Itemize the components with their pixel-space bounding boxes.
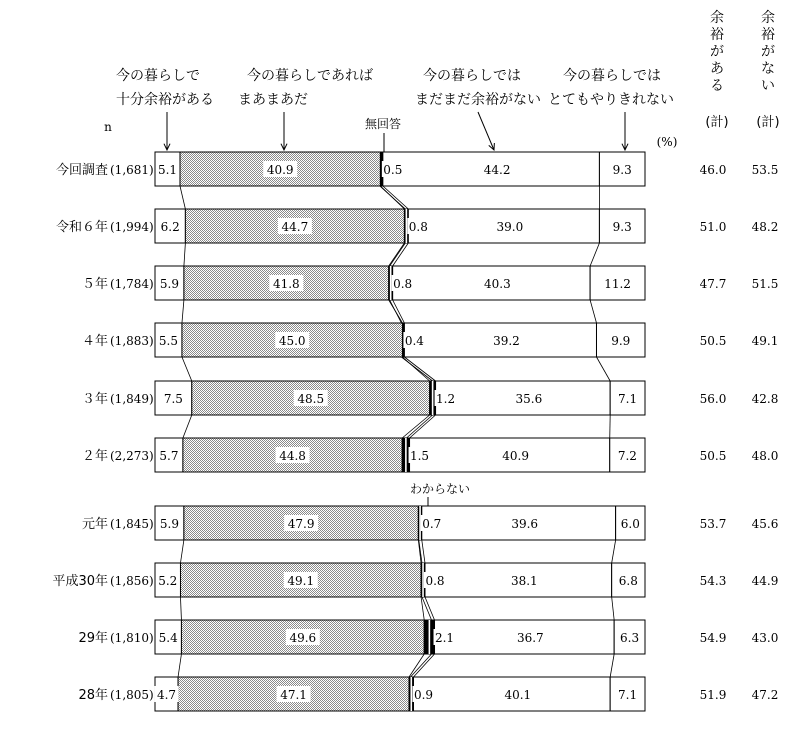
value-label-yarikirenai: 9.3 — [612, 220, 632, 234]
value-label-mukaito: 2.1 — [434, 631, 455, 645]
connector-line — [182, 357, 192, 381]
segment-mukaito-highlight — [422, 563, 424, 597]
connector-line — [612, 540, 616, 563]
total-yoyu-nai-value: 44.9 — [751, 574, 779, 588]
value-label-mamaa: 41.8 — [272, 277, 300, 291]
row-n-label: (1,784) — [110, 277, 154, 291]
connector-line — [180, 186, 185, 209]
segment-mukaito-highlight — [432, 381, 434, 415]
row-n-label: (2,273) — [110, 449, 154, 463]
value-label-yoyu-nai: 44.2 — [483, 163, 511, 177]
total-sub-yoyu-aru: (計) — [705, 115, 729, 130]
total-yoyu-aru-value: 56.0 — [699, 392, 727, 406]
total-yoyu-aru-value: 46.0 — [699, 163, 727, 177]
total-header-yoyu-aru: 裕 — [710, 27, 724, 43]
segment-mukaito-highlight — [410, 677, 412, 711]
legend-label-wakaranai: わからない — [409, 482, 471, 496]
row-n-label: (1,845) — [110, 517, 154, 531]
connector-line — [410, 415, 436, 438]
value-label-yarikirenai: 7.1 — [618, 688, 638, 702]
value-label-yarikirenai: 9.3 — [612, 163, 632, 177]
value-label-mamaa: 47.9 — [287, 517, 315, 531]
unit-label: (%) — [656, 135, 678, 149]
legend-label-yoyu-aru: 今の暮らしで — [116, 68, 200, 84]
legend-label-mamaa: 今の暮らしであれば — [247, 68, 373, 84]
connector-line — [402, 415, 429, 438]
value-label-yoyu-aru: 5.2 — [158, 574, 178, 588]
row-n-label: (1,883) — [110, 334, 154, 348]
connector-line — [612, 597, 614, 620]
value-label-mamaa: 48.5 — [297, 392, 325, 406]
total-header-yoyu-aru: る — [710, 78, 724, 94]
value-label-mukaito: 0.8 — [393, 277, 413, 291]
value-label-mukaito: 1.2 — [436, 392, 456, 406]
legend-arrow-yoyu-nai — [478, 112, 494, 150]
row-category-label: 令和６年 — [55, 220, 108, 235]
value-label-yoyu-nai: 40.3 — [484, 277, 511, 291]
total-header-yoyu-nai: 余 — [761, 10, 775, 26]
connector-line — [610, 654, 614, 677]
row-category-label: ５年 — [81, 277, 108, 292]
row-category-label: 今回調査 — [55, 163, 108, 178]
row-n-label: (1,805) — [110, 688, 154, 702]
value-label-mukaito: 0.8 — [425, 574, 445, 588]
total-header-yoyu-nai: 裕 — [761, 27, 775, 43]
connector-line — [407, 415, 433, 438]
total-yoyu-nai-value: 47.2 — [751, 688, 779, 702]
value-label-yoyu-aru: 5.9 — [159, 517, 179, 531]
value-label-yoyu-aru: 7.5 — [163, 392, 183, 406]
value-label-yoyu-aru: 6.2 — [160, 220, 180, 234]
total-yoyu-nai-value: 49.1 — [751, 334, 779, 348]
row-category-label: ２年 — [81, 449, 108, 464]
row-n-label: (1,810) — [110, 631, 154, 645]
connector-line — [390, 300, 402, 323]
connector-line — [393, 300, 405, 323]
total-yoyu-aru-value: 47.7 — [699, 277, 727, 291]
value-label-yoyu-nai: 35.6 — [515, 392, 543, 406]
value-label-mamaa: 47.1 — [280, 688, 307, 702]
value-label-mukaito: 0.7 — [422, 517, 442, 531]
value-label-yoyu-nai: 36.7 — [516, 631, 544, 645]
connector-line — [184, 243, 185, 266]
value-label-mukaito: 0.8 — [408, 220, 428, 234]
total-yoyu-nai-value: 43.0 — [751, 631, 779, 645]
total-yoyu-nai-value: 45.6 — [751, 517, 779, 531]
row-category-label: 元年 — [81, 517, 108, 532]
legend-label-yarikirenai: とてもやりきれない — [548, 92, 674, 108]
total-header-yoyu-nai: い — [761, 78, 775, 94]
total-yoyu-nai-value: 42.8 — [751, 392, 779, 406]
value-label-yoyu-aru: 5.4 — [158, 631, 178, 645]
connector-line — [383, 186, 408, 209]
value-label-yoyu-aru: 4.7 — [156, 688, 177, 702]
value-label-yarikirenai: 7.2 — [617, 449, 637, 463]
connector-line — [389, 243, 405, 266]
value-label-yarikirenai: 6.8 — [618, 574, 638, 588]
row-n-label: (1,681) — [110, 163, 154, 177]
row-category-label: 平成30年 — [52, 574, 108, 589]
value-label-yoyu-aru: 5.1 — [157, 163, 178, 177]
value-label-mamaa: 44.8 — [279, 449, 306, 463]
value-label-mamaa: 40.9 — [266, 163, 294, 177]
value-label-yoyu-nai: 40.1 — [504, 688, 532, 702]
total-header-yoyu-aru: 余 — [710, 10, 724, 26]
row-category-label: 28年 — [78, 688, 108, 703]
value-label-mamaa: 49.6 — [289, 631, 317, 645]
total-yoyu-aru-value: 54.9 — [699, 631, 727, 645]
legend-label-yoyu-nai: まだまだ余裕がない — [415, 92, 541, 108]
total-yoyu-aru-value: 54.3 — [699, 574, 727, 588]
total-yoyu-aru-value: 51.0 — [699, 220, 727, 234]
total-yoyu-nai-value: 51.5 — [751, 277, 779, 291]
connector-line — [178, 654, 181, 677]
connector-line — [590, 243, 599, 266]
value-label-yoyu-nai: 39.0 — [496, 220, 524, 234]
value-label-mamaa: 49.1 — [287, 574, 315, 588]
connector-line — [390, 243, 406, 266]
connector-line — [410, 654, 431, 677]
segment-mukaito-highlight — [429, 620, 431, 654]
value-label-mamaa: 45.0 — [278, 334, 306, 348]
segment-mukaito-highlight — [406, 209, 408, 243]
legend-label-yoyu-nai: 今の暮らしでは — [423, 68, 521, 84]
total-yoyu-aru-value: 53.7 — [699, 517, 727, 531]
value-label-yoyu-nai: 39.2 — [493, 334, 520, 348]
connector-line — [182, 300, 184, 323]
legend-label-mamaa: まあまあだ — [238, 92, 308, 108]
connector-lines — [178, 186, 616, 677]
connector-line — [404, 357, 435, 381]
connector-line — [596, 357, 610, 381]
connector-line — [393, 243, 409, 266]
bars-layer — [155, 152, 645, 711]
connector-line — [590, 300, 596, 323]
value-label-mukaito: 0.9 — [413, 688, 434, 702]
segment-mukaito-highlight — [405, 438, 407, 472]
value-label-yarikirenai: 6.0 — [620, 517, 640, 531]
segment-mukaito-highlight — [390, 266, 392, 300]
connector-line — [401, 357, 432, 381]
total-yoyu-aru-value: 50.5 — [699, 334, 727, 348]
total-yoyu-nai-value: 53.5 — [751, 163, 779, 177]
total-yoyu-nai-value: 48.2 — [751, 220, 779, 234]
connector-line — [422, 540, 425, 563]
connector-line — [183, 415, 192, 438]
value-label-yoyu-nai: 38.1 — [510, 574, 538, 588]
value-label-yoyu-aru: 5.7 — [159, 449, 179, 463]
total-header-yoyu-nai: な — [761, 61, 775, 77]
row-category-label: ４年 — [81, 334, 108, 349]
connector-line — [180, 597, 181, 620]
value-label-yoyu-nai: 39.6 — [511, 517, 539, 531]
row-n-label: (1,849) — [110, 392, 154, 406]
total-header-yoyu-aru: が — [710, 44, 724, 60]
value-label-yoyu-nai: 40.9 — [502, 449, 530, 463]
legend-label-mukaito: 無回答 — [364, 117, 402, 131]
row-category-label: 29年 — [78, 631, 108, 646]
total-yoyu-aru-value: 51.9 — [699, 688, 727, 702]
value-label-yarikirenai: 11.2 — [604, 277, 631, 291]
legend-label-yarikirenai: 今の暮らしでは — [563, 68, 661, 84]
value-label-yarikirenai: 7.1 — [618, 392, 638, 406]
value-label-yoyu-aru: 5.5 — [158, 334, 179, 348]
total-header-yoyu-nai: が — [761, 44, 775, 60]
value-label-yoyu-aru: 5.9 — [159, 277, 180, 291]
connector-line — [180, 540, 183, 563]
segment-mukaito-highlight — [419, 506, 421, 540]
value-label-mukaito: 0.4 — [404, 334, 424, 348]
total-yoyu-nai-value: 48.0 — [751, 449, 779, 463]
legend-label-yoyu-aru: 十分余裕がある — [116, 92, 214, 108]
row-n-label: (1,994) — [110, 220, 154, 234]
total-header-yoyu-aru: あ — [710, 61, 724, 77]
connector-line — [380, 186, 405, 209]
n-header: n — [104, 120, 112, 134]
value-label-mukaito: 1.5 — [409, 449, 430, 463]
value-label-yarikirenai: 6.3 — [620, 631, 640, 645]
row-n-label: (1,856) — [110, 574, 154, 588]
value-label-mamaa: 44.7 — [281, 220, 309, 234]
row-category-label: ３年 — [81, 392, 108, 407]
value-label-yarikirenai: 9.9 — [611, 334, 631, 348]
value-label-mukaito: 0.5 — [383, 163, 403, 177]
total-sub-yoyu-nai: (計) — [756, 115, 780, 130]
total-yoyu-aru-value: 50.5 — [699, 449, 727, 463]
